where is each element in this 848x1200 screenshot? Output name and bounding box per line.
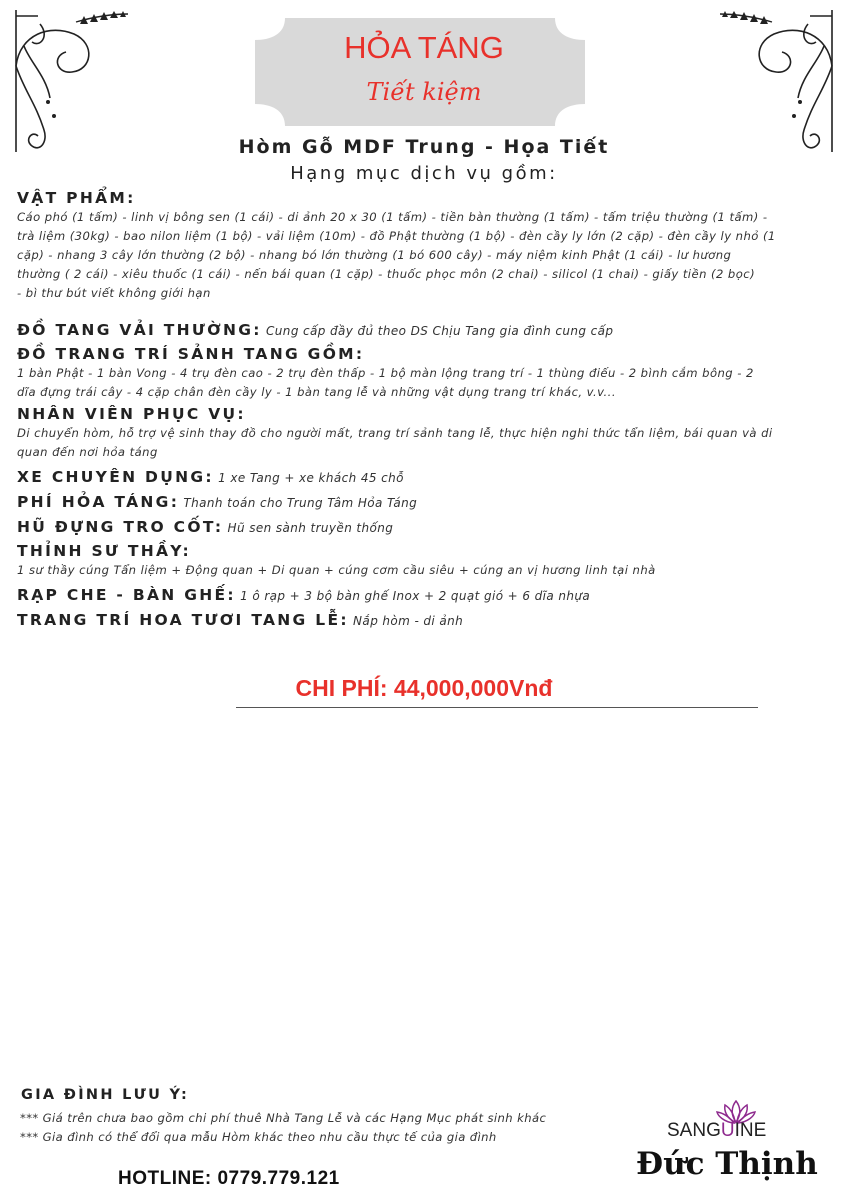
price-divider: [236, 707, 758, 708]
section-title: VẬT PHẨM:: [17, 189, 136, 207]
section-title: XE CHUYÊN DỤNG:: [17, 468, 214, 486]
section-trang-tri-sanh: [17, 344, 837, 404]
section-title: RẠP CHE - BÀN GHẾ:: [17, 586, 236, 604]
section-line: 1 sư thầy cúng Tẩn liệm + Động quan + Di quan + cúng cơm cầu siêu + cúng an vị hương linh tại nhà: [17, 563, 656, 578]
section-title: ĐỒ TRANG TRÍ SẢNH TANG GỒM:: [17, 345, 365, 363]
section-line: - bì thư bút viết không giới hạn: [17, 286, 211, 301]
section-line: Di chuyển hòm, hỗ trợ vệ sinh thay đồ cho người mất, trang trí sảnh tang lễ, thực hiện nghi thức tẩn liệm, bái quan và di: [17, 426, 773, 441]
section-rap-che: [17, 585, 837, 610]
section-hu-tro-cot: [17, 517, 837, 541]
section-line: Cáo phó (1 tấm) - linh vị bông sen (1 cái) - di ảnh 20 x 30 (1 tấm) - tiền bàn thường (1 tấm) - tấm triệu thường (1 tấm) -: [17, 210, 768, 225]
service-list: [17, 188, 837, 634]
section-line: cặp) - nhang 3 cây lớn thường (2 bộ) - nhang bó lớn thường (1 bó 600 cây) - máy niệm kinh Phật (1 cái) - lư hương: [17, 248, 732, 263]
section-line: dĩa đựng trái cây - 4 cặp chân đèn cầy ly - 1 bàn tang lễ và những vật dụng trang trí khác, v.v...: [17, 385, 616, 400]
section-line: thường ( 2 cái) - xiêu thuốc (1 cái) - nến bái quan (1 cặp) - thuốc phọc môn (2 chai) - silicol (1 chai) - giấy tiền (2 bọc): [17, 267, 756, 282]
section-title: TRANG TRÍ HOA TƯƠI TANG LỄ:: [17, 611, 349, 629]
section-su-thay: [17, 541, 837, 585]
section-title: PHÍ HỎA TÁNG:: [17, 493, 180, 511]
section-text: Cung cấp đầy đủ theo DS Chịu Tang gia đình cung cấp: [261, 324, 614, 338]
note-item: *** Giá trên chưa bao gồm chi phí thuê Nhà Tang Lễ và các Hạng Mục phát sinh khác: [20, 1111, 547, 1125]
brand-wordmark: SANGUINE: [667, 1120, 767, 1141]
section-text: Hũ sen sành truyền thống: [223, 521, 394, 535]
product-name: Hòm Gỗ MDF Trung - Họa Tiết: [238, 136, 610, 158]
section-title: HŨ ĐỰNG TRO CỐT:: [17, 518, 224, 536]
page-subtitle: Tiết kiệm: [366, 78, 482, 106]
section-line: 1 bàn Phật - 1 bàn Vong - 4 trụ đèn cao - 2 trụ đèn thấp - 1 bộ màn lộng trang trí - 1 thùng điếu - 2 bình cắm bông - 2: [17, 366, 754, 381]
section-phi-hoa-tang: [17, 492, 837, 517]
section-line: quan đến nơi hỏa táng: [17, 445, 158, 460]
section-text: 1 xe Tang + xe khách 45 chỗ: [213, 471, 404, 485]
page-title: HỎA TÁNG: [344, 30, 504, 65]
price-total: CHI PHÍ: 44,000,000Vnđ: [295, 675, 553, 701]
section-text: Thanh toán cho Trung Tâm Hỏa Táng: [179, 496, 418, 510]
section-text: 1 ô rạp + 3 bộ bàn ghế Inox + 2 quạt gió + 6 dĩa nhựa: [235, 589, 591, 603]
section-title: NHÂN VIÊN PHỤC VỤ:: [17, 405, 246, 423]
section-xe: [17, 467, 837, 492]
section-text: Nắp hòm - di ảnh: [348, 614, 464, 628]
section-title: THỈNH SƯ THẦY:: [17, 542, 191, 560]
brand-name: Đức Thịnh: [636, 1146, 818, 1182]
section-line: trà liệm (30kg) - bao nilon liệm (1 bộ) - vải liệm (10m) - đồ Phật thường (1 bộ) - đèn cầy ly lớn (2 cặp) - đèn cầy ly nhỏ (1: [17, 229, 776, 244]
section-nhan-vien: [17, 404, 837, 467]
section-title: ĐỒ TANG VẢI THƯỜNG:: [17, 321, 262, 339]
section-do-tang: [17, 320, 837, 344]
hotline: HOTLINE: 0779.779.121: [118, 1168, 340, 1189]
section-vat-pham: [17, 188, 837, 320]
section-hoa-tuoi: [17, 610, 837, 634]
notes-title: GIA ĐÌNH LƯU Ý:: [21, 1087, 190, 1103]
note-item: *** Gia đình có thể đổi qua mẫu Hòm khác theo nhu cầu thực tế của gia đình: [20, 1130, 497, 1144]
service-heading: Hạng mục dịch vụ gồm:: [290, 163, 558, 184]
